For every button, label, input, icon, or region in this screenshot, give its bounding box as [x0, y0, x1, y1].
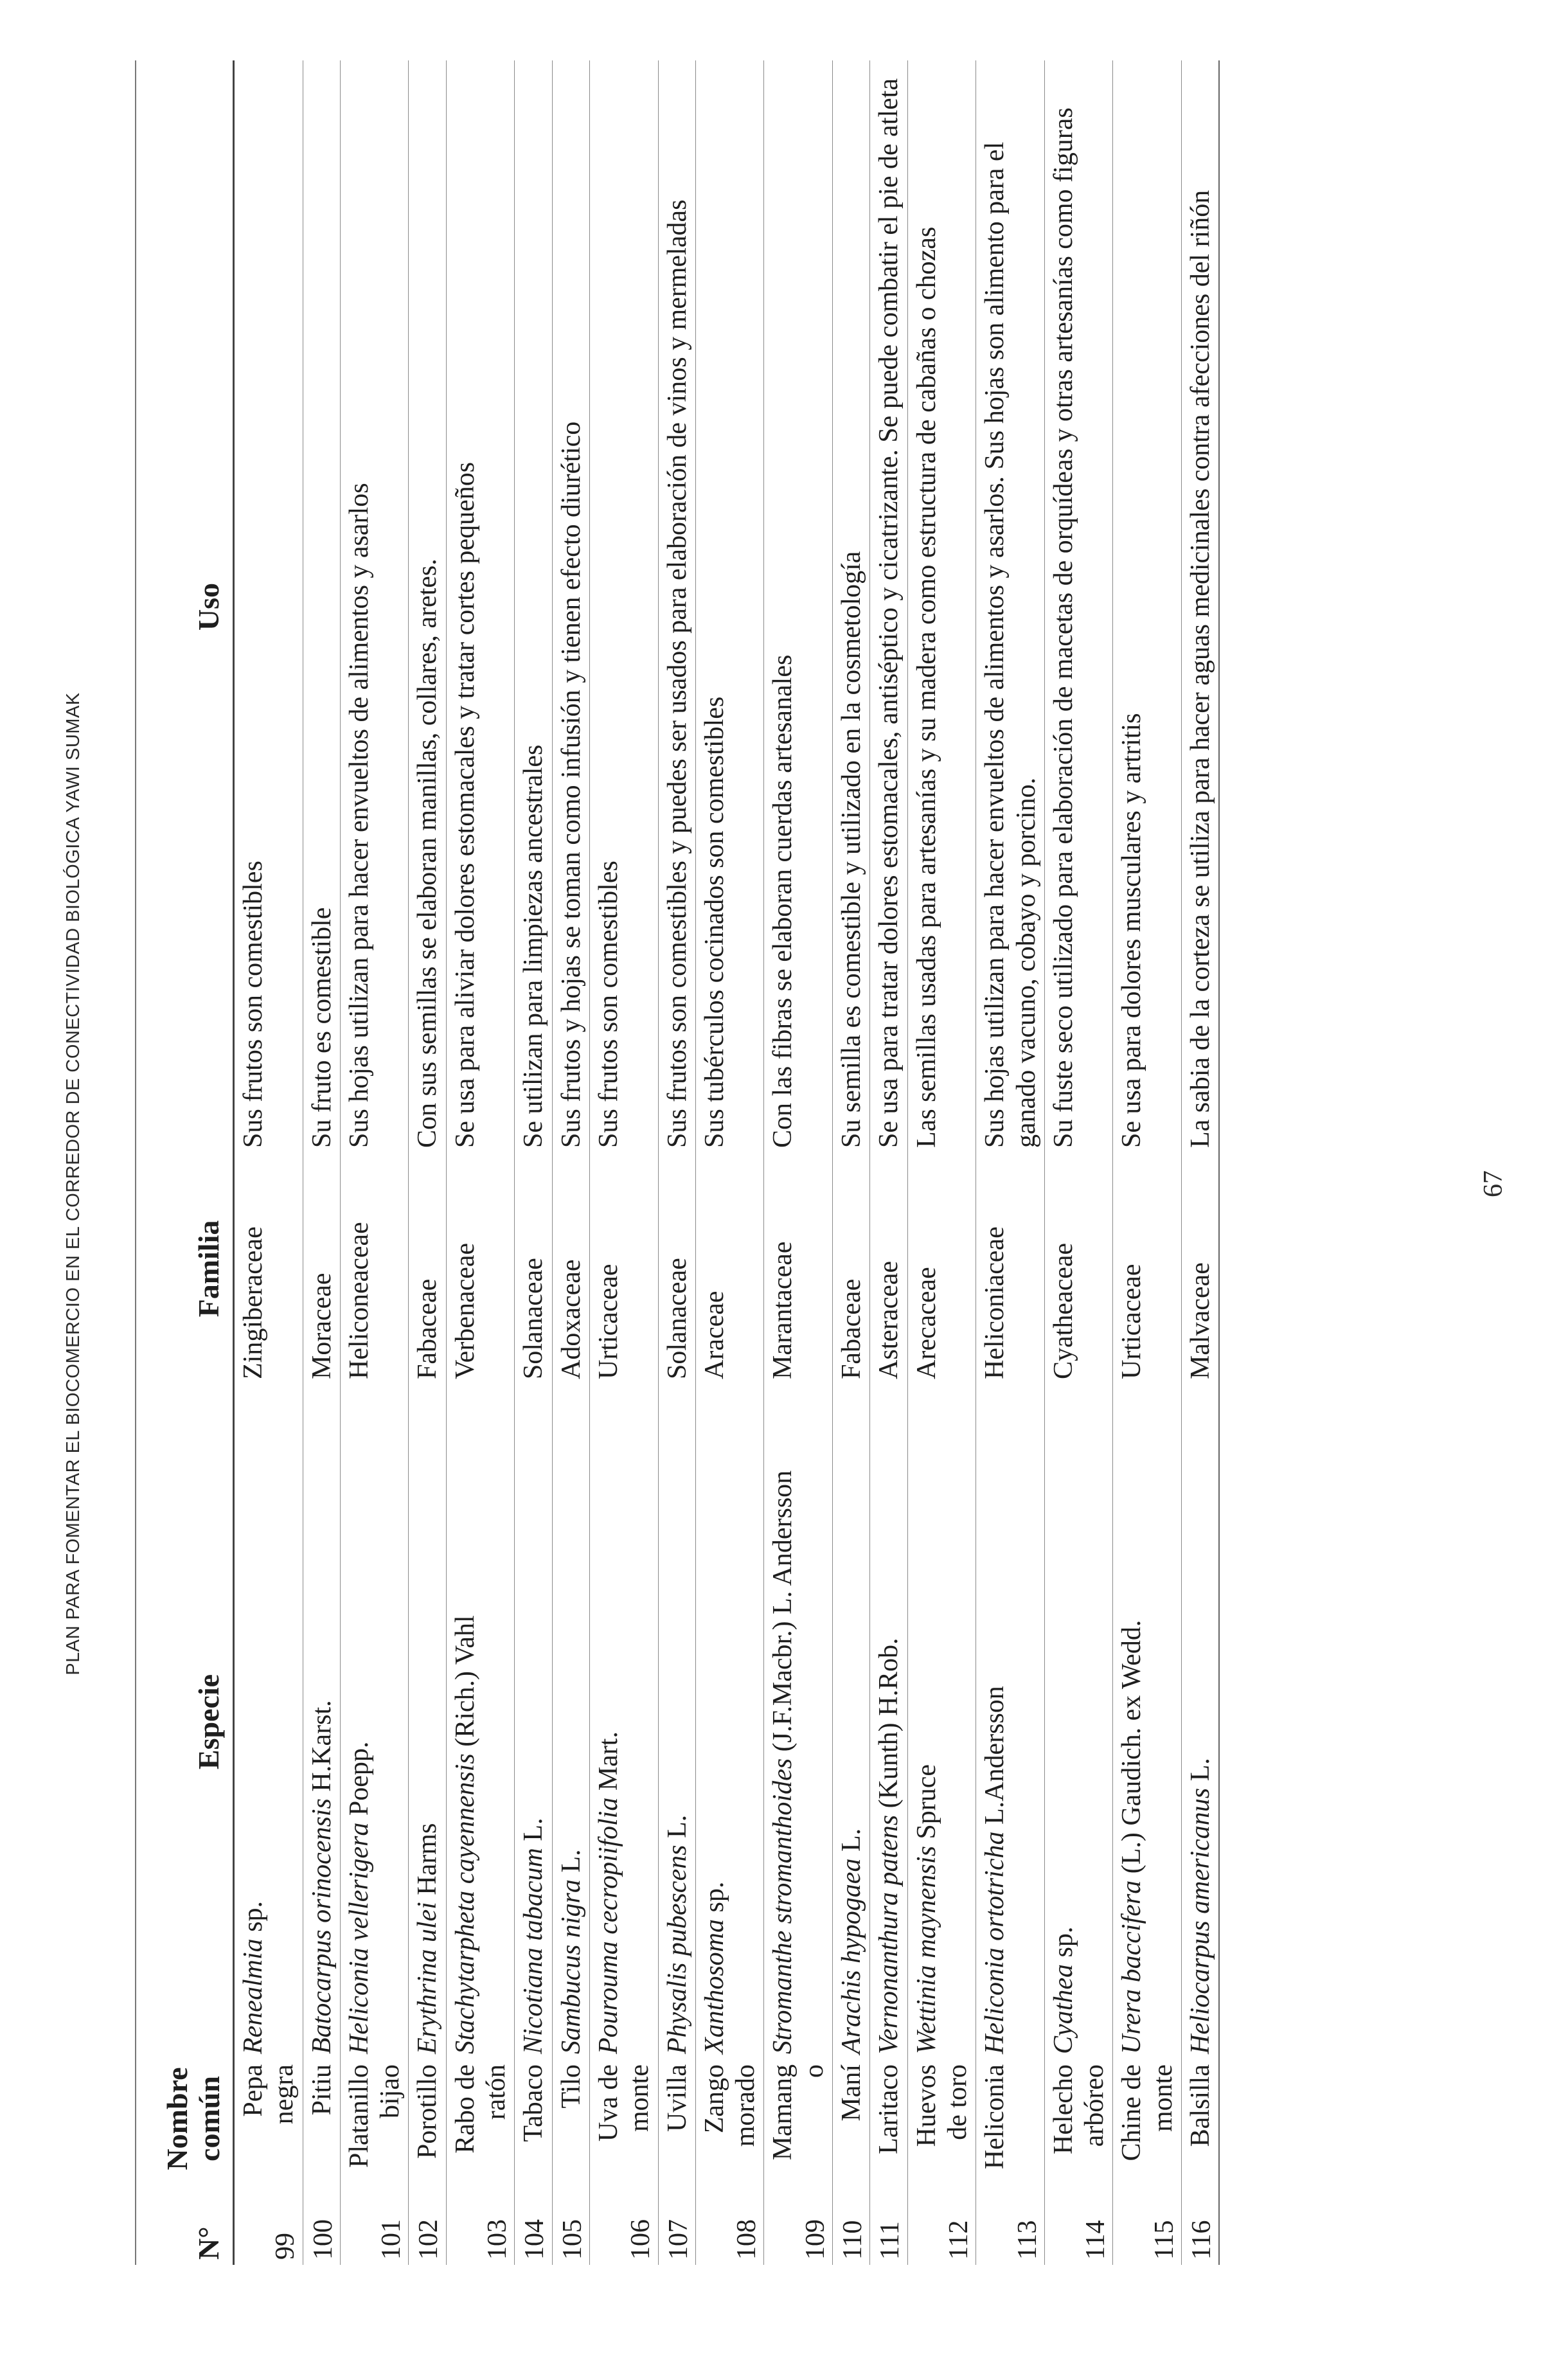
column-header-common-name: Nombre común	[136, 2059, 234, 2178]
row-species	[695, 1384, 764, 2059]
row-common-name: Uvilla	[658, 2059, 695, 2178]
row-common-name: Tilo	[552, 2059, 589, 2178]
species-table	[135, 60, 1220, 2265]
row-number: 105	[552, 2178, 589, 2265]
species-author: (J.F.Macbr.) L. Andersson	[768, 1470, 798, 1752]
table-row	[446, 60, 515, 2265]
row-species	[658, 1384, 695, 2059]
row-number: 104	[515, 2178, 552, 2265]
species-scientific-name: Vernonanthura patens	[874, 1814, 904, 2054]
row-number: 102	[409, 2178, 446, 2265]
row-number: 106	[589, 2178, 658, 2265]
row-use: Se usa para tratar dolores estomacales, antiséptico y cicatrizante. Se puede combatir el pie de atleta	[870, 60, 907, 1153]
row-common-name: Rabo de ratón	[446, 2059, 515, 2178]
row-family: Solanaceae	[658, 1153, 695, 1384]
species-author: Mart.	[593, 1731, 623, 1791]
row-use: Su fruto es comestible	[303, 60, 340, 1153]
row-use: Se usa para aliviar dolores estomacales y tratar cortes pequeños	[446, 60, 515, 1153]
row-family: Verbenaceae	[446, 1153, 515, 1384]
row-species	[446, 1384, 515, 2059]
species-author: sp.	[1048, 1926, 1078, 1958]
species-author: Poepp.	[344, 1741, 374, 1816]
row-family: Fabaceae	[409, 1153, 446, 1384]
row-species	[976, 1384, 1045, 2059]
row-species	[1113, 1384, 1182, 2059]
row-common-name: Mamango	[764, 2059, 833, 2178]
table-row	[764, 60, 833, 2265]
row-common-name: Heliconia	[976, 2059, 1045, 2178]
row-number: 100	[303, 2178, 340, 2265]
row-number: 107	[658, 2178, 695, 2265]
row-number: 99	[234, 2178, 303, 2265]
row-common-name: Huevos de toro	[907, 2059, 976, 2178]
table-row	[1044, 60, 1113, 2265]
row-number: 109	[764, 2178, 833, 2265]
species-author: Spruce	[911, 1764, 941, 1839]
table-row	[303, 60, 340, 2265]
row-common-name: Laritaco	[870, 2059, 907, 2178]
row-species	[764, 1384, 833, 2059]
row-number: 108	[695, 2178, 764, 2265]
species-author: (L.) Gaudich. ex Wedd.	[1117, 1620, 1147, 1874]
row-species	[515, 1384, 552, 2059]
row-species	[409, 1384, 446, 2059]
table-row	[409, 60, 446, 2265]
row-number: 110	[833, 2178, 870, 2265]
column-header-species: Especie	[136, 1384, 234, 2059]
species-author: L.	[519, 1818, 549, 1841]
row-common-name: Chine de monte	[1113, 2059, 1182, 2178]
row-family: Adoxaceae	[552, 1153, 589, 1384]
row-use: Sus frutos son comestibles	[234, 60, 303, 1153]
row-family: Marantaceae	[764, 1153, 833, 1384]
row-number: 103	[446, 2178, 515, 2265]
row-number: 111	[870, 2178, 907, 2265]
species-scientific-name: Erythrina ulei	[413, 1902, 443, 2054]
species-author: Harms	[413, 1823, 443, 1895]
table-row	[234, 60, 303, 2265]
table-row	[695, 60, 764, 2265]
row-number: 116	[1182, 2178, 1220, 2265]
row-family: Araceae	[695, 1153, 764, 1384]
row-common-name: Pitiu	[303, 2059, 340, 2178]
page-number: 67	[1479, 1170, 1508, 1197]
species-scientific-name: Sambucus nigra	[556, 1879, 586, 2054]
species-scientific-name: Stachytarpheta cayennensis	[450, 1753, 480, 2054]
table-row	[658, 60, 695, 2265]
row-species	[833, 1384, 870, 2059]
row-use: Sus frutos son comestibles	[589, 60, 658, 1153]
species-scientific-name: Cyathea	[1048, 1964, 1078, 2054]
row-number: 114	[1044, 2178, 1113, 2265]
table-row	[1182, 60, 1220, 2265]
row-use: Se usa para dolores musculares y artritis	[1113, 60, 1182, 1153]
table-row	[589, 60, 658, 2265]
species-scientific-name: Heliconia vellerigera	[344, 1822, 374, 2054]
row-use: Su fuste seco utilizado para elaboración de macetas de orquídeas y otras artesanías como figuras	[1044, 60, 1113, 1153]
row-family: Zingiberaceae	[234, 1153, 303, 1384]
row-species	[1044, 1384, 1113, 2059]
species-scientific-name: Xanthosoma	[699, 1919, 729, 2054]
row-family: Arecaceae	[907, 1153, 976, 1384]
species-scientific-name: Heliocarpus americanus	[1186, 1787, 1216, 2054]
row-use: La sabia de la corteza se utiliza para hacer aguas medicinales contra afecciones del riñón	[1182, 60, 1220, 1153]
table-row	[1113, 60, 1182, 2265]
row-use: Con las fibras se elaboran cuerdas artesanales	[764, 60, 833, 1153]
species-author: sp.	[699, 1881, 729, 1913]
species-author: (Rich.) Vahl	[450, 1615, 480, 1747]
column-header-use: Uso	[136, 60, 234, 1153]
row-common-name: Zango morado	[695, 2059, 764, 2178]
rotated-page	[39, 46, 1529, 2321]
table-row	[340, 60, 409, 2265]
row-number: 113	[976, 2178, 1045, 2265]
species-author: H.Karst.	[307, 1700, 337, 1792]
row-number: 115	[1113, 2178, 1182, 2265]
row-use: Se utilizan para limpiezas ancestrales	[515, 60, 552, 1153]
table-body	[234, 60, 1220, 2265]
species-author: L.	[662, 1814, 692, 1839]
species-scientific-name: Nicotiana tabacum	[519, 1848, 549, 2054]
table-row	[870, 60, 907, 2265]
row-family: Urticaceae	[589, 1153, 658, 1384]
species-scientific-name: Batocarpus orinocensis	[307, 1798, 337, 2054]
species-author: sp.	[238, 1901, 268, 1932]
row-family: Moraceae	[303, 1153, 340, 1384]
species-author: L.	[556, 1849, 586, 1873]
row-family: Heliconiaceae	[976, 1153, 1045, 1384]
row-use: Las semillas usadas para artesanías y su madera como estructura de cabañas o chozas	[907, 60, 976, 1153]
row-family: Heliconeaceae	[340, 1153, 409, 1384]
row-common-name: Balsilla	[1182, 2059, 1220, 2178]
table-row	[515, 60, 552, 2265]
row-common-name: Helecho arbóreo	[1044, 2059, 1113, 2178]
species-scientific-name: Arachis hypogaea	[837, 1858, 867, 2054]
species-table-container	[135, 60, 1220, 2265]
row-use: Sus hojas utilizan para hacer envueltos de alimentos y asarlos	[340, 60, 409, 1153]
row-species	[340, 1384, 409, 2059]
table-row	[976, 60, 1045, 2265]
column-header-number: N°	[136, 2178, 234, 2265]
row-common-name: Uva de monte	[589, 2059, 658, 2178]
row-family: Fabaceae	[833, 1153, 870, 1384]
row-use: Sus frutos y hojas se toman como infusión y tienen efecto diurético	[552, 60, 589, 1153]
species-author: (Kunth) H.Rob.	[874, 1638, 904, 1809]
row-use: Sus hojas utilizan para hacer envueltos de alimentos y asarlos. Sus hojas son alimento para el ganado vacuno, cobayo y porcino.	[976, 60, 1045, 1153]
row-family: Asteraceae	[870, 1153, 907, 1384]
row-species	[907, 1384, 976, 2059]
species-scientific-name: Stromanthe stromanthoides	[768, 1758, 798, 2054]
species-scientific-name: Pourouma cecropiifolia	[593, 1797, 623, 2054]
row-use: Sus tubérculos cocinados son comestibles	[695, 60, 764, 1153]
species-author: L.	[1186, 1758, 1216, 1782]
row-family: Solanaceae	[515, 1153, 552, 1384]
row-family: Cyatheaceae	[1044, 1153, 1113, 1384]
row-family: Urticaceae	[1113, 1153, 1182, 1384]
row-common-name: Maní	[833, 2059, 870, 2178]
species-scientific-name: Heliconia ortotricha	[980, 1831, 1010, 2054]
row-common-name: Tabaco	[515, 2059, 552, 2178]
row-number: 112	[907, 2178, 976, 2265]
species-scientific-name: Wettinia maynensis	[911, 1846, 941, 2054]
row-use: Sus frutos son comestibles y puedes ser usados para elaboración de vinos y mermeladas	[658, 60, 695, 1153]
row-species	[552, 1384, 589, 2059]
row-number: 101	[340, 2178, 409, 2265]
species-author: L.Andersson	[980, 1686, 1010, 1825]
row-use: Su semilla es comestible y utilizado en la cosmetología	[833, 60, 870, 1153]
species-scientific-name: Renealmia	[238, 1938, 268, 2054]
table-row	[907, 60, 976, 2265]
row-species	[870, 1384, 907, 2059]
row-species	[303, 1384, 340, 2059]
table-row	[552, 60, 589, 2265]
row-use: Con sus semillas se elaboran manillas, collares, aretes.	[409, 60, 446, 1153]
table-row	[833, 60, 870, 2265]
row-common-name: Platanillo bijao	[340, 2059, 409, 2178]
row-family: Malvaceae	[1182, 1153, 1220, 1384]
species-author: L.	[837, 1828, 867, 1852]
page-header: PLAN PARA FOMENTAR EL BIOCOMERCIO EN EL CORREDOR DE CONECTIVIDAD BIOLÓGICA YAWI SUMAK	[63, 692, 84, 1676]
row-common-name: Porotillo	[409, 2059, 446, 2178]
species-scientific-name: Physalis pubescens	[662, 1845, 692, 2054]
table-header-row	[136, 60, 234, 2265]
row-species	[234, 1384, 303, 2059]
row-common-name: Pepa negra	[234, 2059, 303, 2178]
row-species	[1182, 1384, 1220, 2059]
row-species	[589, 1384, 658, 2059]
species-scientific-name: Urera baccifera	[1117, 1880, 1147, 2054]
column-header-family: Familia	[136, 1153, 234, 1384]
